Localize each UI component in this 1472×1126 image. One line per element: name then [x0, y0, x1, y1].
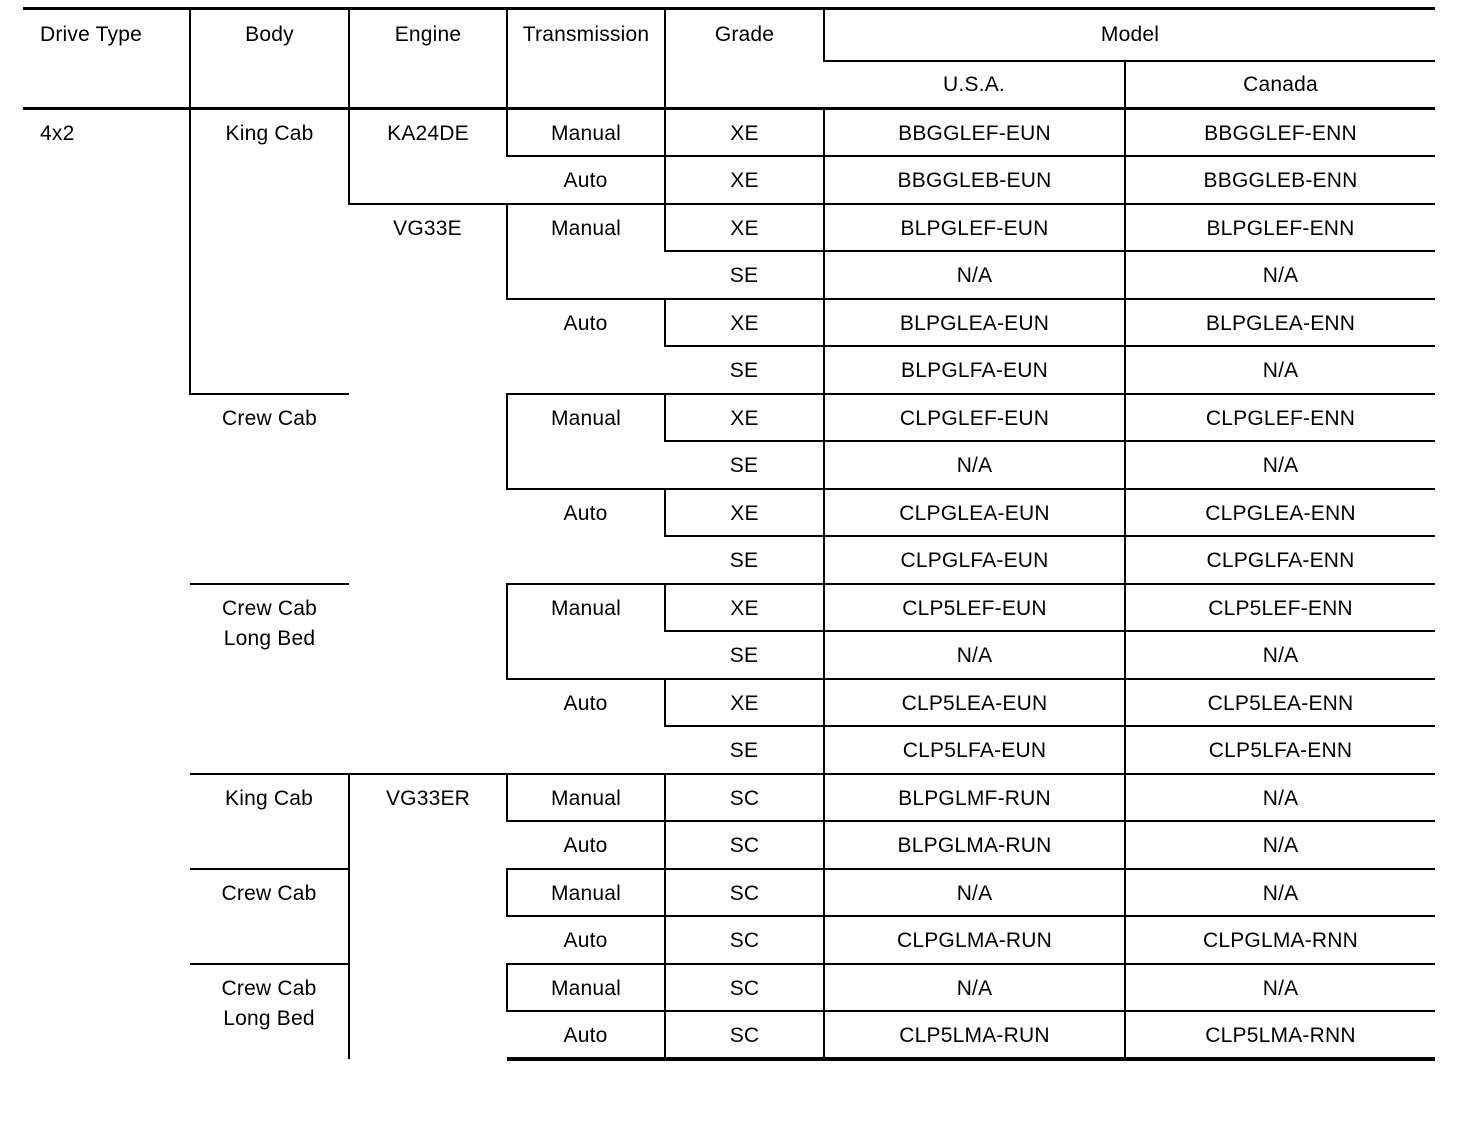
table-row — [23, 394, 1435, 442]
body-line-1: Crew Cab — [221, 976, 317, 1000]
engine-cell: KA24DE — [349, 109, 507, 204]
grade-cell: SE — [665, 346, 824, 394]
model-canada-cell: N/A — [1125, 869, 1435, 917]
model-usa-cell: N/A — [824, 441, 1125, 489]
grade-cell: SC — [665, 916, 824, 964]
transmission-cell: Auto — [507, 821, 665, 869]
model-usa-cell: CLPGLMA-RUN — [824, 916, 1125, 964]
header-model: Model — [824, 9, 1435, 61]
grade-cell: XE — [665, 156, 824, 204]
model-usa-cell: CLPGLEF-EUN — [824, 394, 1125, 442]
transmission-cell: Manual — [507, 964, 665, 1012]
body-cell — [190, 584, 349, 774]
grade-cell: XE — [665, 584, 824, 632]
model-usa-cell: CLPGLEA-EUN — [824, 489, 1125, 537]
model-canada-cell: N/A — [1125, 251, 1435, 299]
body-cell: Crew Cab — [190, 869, 349, 964]
transmission-cell: Manual — [507, 774, 665, 822]
body-cell — [190, 964, 349, 1059]
grade-cell: XE — [665, 299, 824, 347]
transmission-cell: Manual — [507, 204, 665, 299]
model-usa-cell: BBGGLEF-EUN — [824, 109, 1125, 157]
model-canada-cell: N/A — [1125, 821, 1435, 869]
table-row — [23, 964, 1435, 1012]
grade-cell: XE — [665, 394, 824, 442]
grade-cell: SC — [665, 1011, 824, 1059]
table-row — [23, 109, 1435, 157]
grade-cell: SE — [665, 726, 824, 774]
engine-cell: VG33ER — [349, 774, 507, 1059]
grade-cell: SC — [665, 774, 824, 822]
model-canada-cell: CLP5LEF-ENN — [1125, 584, 1435, 632]
model-usa-cell: BBGGLEB-EUN — [824, 156, 1125, 204]
header-canada: Canada — [1125, 61, 1435, 109]
grade-cell: SC — [665, 964, 824, 1012]
model-usa-cell: N/A — [824, 251, 1125, 299]
body-cell: King Cab — [190, 774, 349, 869]
transmission-cell: Manual — [507, 869, 665, 917]
model-canada-cell: N/A — [1125, 441, 1435, 489]
body-cell: Crew Cab — [190, 394, 349, 584]
model-canada-cell: BBGGLEB-ENN — [1125, 156, 1435, 204]
model-canada-cell: N/A — [1125, 774, 1435, 822]
grade-cell: XE — [665, 204, 824, 252]
model-usa-cell: N/A — [824, 964, 1125, 1012]
model-usa-cell: BLPGLMF-RUN — [824, 774, 1125, 822]
grade-cell: XE — [665, 489, 824, 537]
grade-cell: SE — [665, 536, 824, 584]
table-row — [23, 869, 1435, 917]
grade-cell: XE — [665, 109, 824, 157]
engine-cell: VG33E — [349, 204, 507, 774]
grade-cell: XE — [665, 679, 824, 727]
model-usa-cell: N/A — [824, 869, 1125, 917]
model-canada-cell: N/A — [1125, 964, 1435, 1012]
model-spec-table — [23, 7, 1435, 1061]
transmission-cell: Manual — [507, 394, 665, 489]
model-usa-cell: CLP5LEA-EUN — [824, 679, 1125, 727]
model-usa-cell: N/A — [824, 631, 1125, 679]
transmission-cell: Auto — [507, 679, 665, 774]
transmission-cell: Manual — [507, 584, 665, 679]
model-canada-cell: CLPGLEA-ENN — [1125, 489, 1435, 537]
model-usa-cell: CLPGLFA-EUN — [824, 536, 1125, 584]
model-usa-cell: BLPGLMA-RUN — [824, 821, 1125, 869]
transmission-cell: Auto — [507, 489, 665, 584]
model-canada-cell: CLP5LEA-ENN — [1125, 679, 1435, 727]
transmission-cell: Auto — [507, 156, 665, 204]
grade-cell: SE — [665, 441, 824, 489]
header-drive-type: Drive Type — [23, 9, 190, 109]
header-grade: Grade — [665, 9, 824, 109]
header-body: Body — [190, 9, 349, 109]
model-usa-cell: BLPGLFA-EUN — [824, 346, 1125, 394]
model-canada-cell: N/A — [1125, 346, 1435, 394]
model-canada-cell: BBGGLEF-ENN — [1125, 109, 1435, 157]
model-usa-cell: CLP5LFA-EUN — [824, 726, 1125, 774]
grade-cell: SC — [665, 869, 824, 917]
grade-cell: SC — [665, 821, 824, 869]
model-canada-cell: N/A — [1125, 631, 1435, 679]
model-usa-cell: BLPGLEA-EUN — [824, 299, 1125, 347]
body-line-2: Long Bed — [223, 626, 316, 650]
transmission-cell: Auto — [507, 299, 665, 394]
header-engine: Engine — [349, 9, 507, 109]
model-canada-cell: CLPGLEF-ENN — [1125, 394, 1435, 442]
model-canada-cell: BLPGLEA-ENN — [1125, 299, 1435, 347]
model-usa-cell: BLPGLEF-EUN — [824, 204, 1125, 252]
table-row — [23, 774, 1435, 822]
model-canada-cell: CLPGLFA-ENN — [1125, 536, 1435, 584]
grade-cell: SE — [665, 251, 824, 299]
drive-type-cell: 4x2 — [23, 109, 190, 1059]
transmission-cell: Auto — [507, 916, 665, 964]
model-canada-cell: CLP5LMA-RNN — [1125, 1011, 1435, 1059]
model-canada-cell: BLPGLEF-ENN — [1125, 204, 1435, 252]
header-transmission: Transmission — [507, 9, 665, 109]
grade-cell: SE — [665, 631, 824, 679]
model-canada-cell: CLP5LFA-ENN — [1125, 726, 1435, 774]
body-cell: King Cab — [190, 109, 349, 394]
table-row — [23, 584, 1435, 632]
body-line-1: Crew Cab — [222, 596, 317, 620]
transmission-cell: Manual — [507, 109, 665, 157]
model-usa-cell: CLP5LEF-EUN — [824, 584, 1125, 632]
model-canada-cell: CLPGLMA-RNN — [1125, 916, 1435, 964]
body-line-2: Long Bed — [223, 1006, 315, 1030]
model-usa-cell: CLP5LMA-RUN — [824, 1011, 1125, 1059]
header-usa: U.S.A. — [824, 61, 1125, 109]
transmission-cell: Auto — [507, 1011, 665, 1059]
